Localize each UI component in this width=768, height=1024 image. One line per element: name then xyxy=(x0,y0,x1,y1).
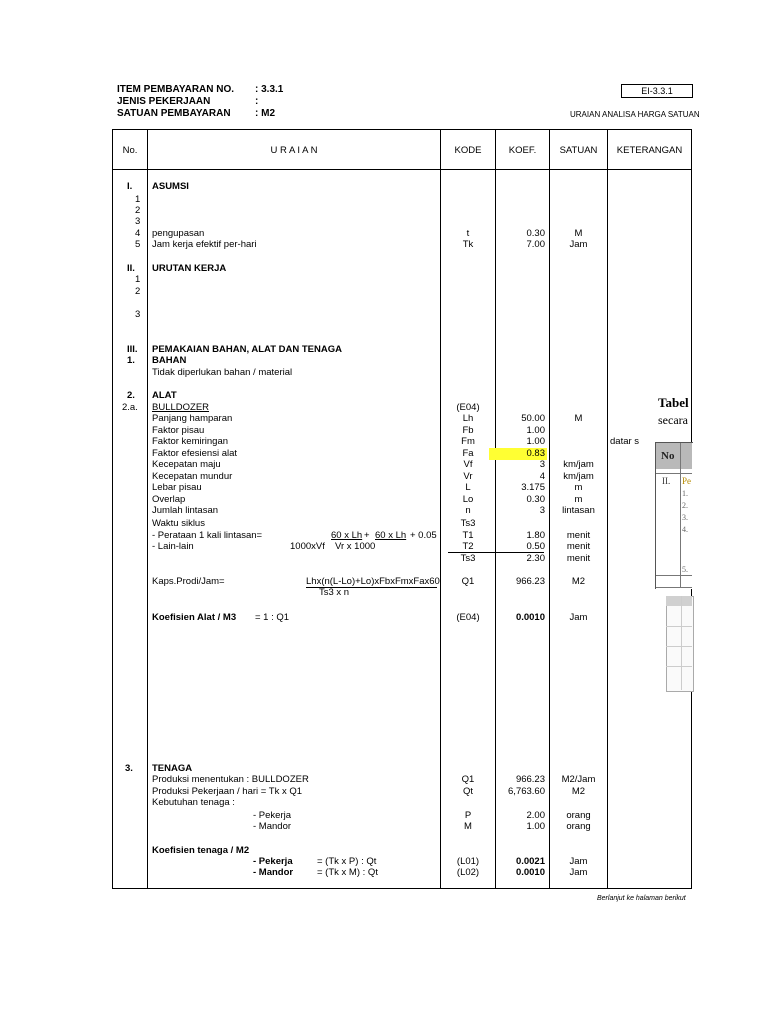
kp-satuan: Jam xyxy=(569,856,588,867)
kaps-code: Q1 xyxy=(461,576,475,587)
kp-label: - Pekerja xyxy=(253,856,293,867)
continuation-note: Berlanjut ke halaman berikut xyxy=(597,895,686,902)
km-formula: = (Tk x M) : Qt xyxy=(317,867,378,878)
satuan-value: : M2 xyxy=(255,108,275,119)
row-kode: n xyxy=(465,505,471,516)
kaps-denominator: Ts3 x n xyxy=(319,587,350,598)
section3-no: III. xyxy=(127,344,138,355)
bahan-title: BAHAN xyxy=(152,355,187,366)
tenaga-no: 3. xyxy=(125,763,133,774)
prodhari-label: Produksi Pekerjaan / hari = Tk x Q1 xyxy=(152,786,303,797)
kaps-koef: 966.23 xyxy=(515,576,545,587)
t1-code: T1 xyxy=(462,530,474,541)
col-no: No. xyxy=(122,145,138,156)
mandor-koef: 1.00 xyxy=(526,821,545,832)
bahan-note: Tidak diperlukan bahan / material xyxy=(152,367,293,378)
t1-formula-a: 60 x Lh xyxy=(331,530,363,541)
km-koef: 0.0010 xyxy=(515,867,545,878)
row-uraian: Jam kerja efektif per-hari xyxy=(152,239,257,250)
code-box: EI-3.3.1 xyxy=(621,84,693,98)
t1-koef: 1.80 xyxy=(526,530,545,541)
row-uraian: Faktor efesiensi alat xyxy=(152,448,238,459)
t2-code: T2 xyxy=(462,541,474,552)
row-kode: Fm xyxy=(461,436,475,447)
col-satuan: SATUAN xyxy=(559,145,598,156)
overlay-row-ii: II. xyxy=(662,476,671,486)
pekerja-label: - Pekerja xyxy=(253,810,292,821)
row-koef: 3 xyxy=(539,505,545,516)
waktu-label: Waktu siklus xyxy=(152,518,205,529)
kaps-satuan: M2 xyxy=(571,576,586,587)
overlay-grid-line xyxy=(681,596,682,690)
alat-code: (E04) xyxy=(456,402,480,413)
row-satuan: lintasan xyxy=(562,505,595,516)
row-satuan: m xyxy=(574,494,583,505)
koef-alat-label: Koefisien Alat / M3 xyxy=(152,612,237,623)
analysis-title: URAIAN ANALISA HARGA SATUAN xyxy=(570,110,700,119)
row-kode: Fb xyxy=(462,425,474,436)
overlay-row-line xyxy=(656,587,692,588)
prodhari-code: Qt xyxy=(462,786,474,797)
row-satuan: km/jam xyxy=(563,459,594,470)
section2-num: 2 xyxy=(135,286,141,297)
section1-num: 1 xyxy=(135,194,141,205)
section2-title: URUTAN KERJA xyxy=(152,263,227,274)
overlay-grid-line xyxy=(666,666,692,667)
alat-no: 2. xyxy=(127,390,135,401)
overlay-no-header: No xyxy=(661,450,675,462)
row-kode: Vr xyxy=(463,471,473,482)
kaps-numerator: Lhx(n(L-Lo)+Lo)xFbxFmxFax60 xyxy=(306,576,440,587)
row-kode: Fa xyxy=(462,448,474,459)
t2-den-b: Vr x 1000 xyxy=(335,541,376,552)
row-satuan: km/jam xyxy=(563,471,594,482)
koef-tenaga-label: Koefisien tenaga / M2 xyxy=(152,845,250,856)
section3-title: PEMAKAIAN BAHAN, ALAT DAN TENAGA xyxy=(152,344,342,355)
section2-no: II. xyxy=(127,263,135,274)
row-koef: 7.00 xyxy=(526,239,545,250)
row-koef: 50.00 xyxy=(521,413,545,424)
prodhari-koef: 6,763.60 xyxy=(508,786,545,797)
overlay-sub: 5. xyxy=(682,565,688,574)
row-koef: 3 xyxy=(539,459,545,470)
kaps-label: Kaps.Prodi/Jam= xyxy=(152,576,225,587)
row-no: 4 xyxy=(135,228,141,239)
row-koef: 3.175 xyxy=(521,482,545,493)
item-value: : 3.3.1 xyxy=(255,84,284,95)
overlay-grid-line xyxy=(666,646,692,647)
row-koef: 1.00 xyxy=(526,436,545,447)
row-kode: t xyxy=(466,228,470,239)
pekerja-code: P xyxy=(464,810,472,821)
row-satuan: Jam xyxy=(569,239,588,250)
kp-formula: = (Tk x P) : Qt xyxy=(317,856,377,867)
mandor-code: M xyxy=(464,821,472,832)
overlay-sub: 1. xyxy=(682,489,688,498)
overlay-row-ii-text: Pe xyxy=(682,476,691,486)
row-kode: Vf xyxy=(463,459,473,470)
t2-den-a: 1000xVf xyxy=(290,541,325,552)
row-satuan: m xyxy=(574,482,583,493)
row-satuan: M xyxy=(574,228,583,239)
overlay-grid-line xyxy=(666,626,692,627)
prod-koef: 966.23 xyxy=(515,774,545,785)
t2-satuan: menit xyxy=(566,541,591,552)
waktu-code: Ts3 xyxy=(460,518,476,529)
t1-plus: + xyxy=(364,530,370,541)
col-kode: KODE xyxy=(454,145,482,156)
row-uraian: Kecepatan maju xyxy=(152,459,221,470)
mandor-label: - Mandor xyxy=(253,821,292,832)
item-label: ITEM PEMBAYARAN NO. xyxy=(117,84,235,95)
alat-name: BULLDOZER xyxy=(152,402,210,413)
row-uraian: Lebar pisau xyxy=(152,482,202,493)
row-no: 5 xyxy=(135,239,141,250)
km-code: (L02) xyxy=(456,867,480,878)
row-koef: 0.83 xyxy=(526,448,545,459)
col-keterangan: KETERANGAN xyxy=(616,145,683,156)
overlay-tabel-title: Tabel xyxy=(658,395,689,410)
overlay-tabel-subtitle: secara xyxy=(658,413,688,427)
col-koef: KOEF. xyxy=(508,145,537,156)
t1-label: - Perataan 1 kali lintasan= xyxy=(152,530,263,541)
row-koef: 0.30 xyxy=(526,228,545,239)
overlay-sub: 2. xyxy=(682,501,688,510)
kebutuhan-label: Kebutuhan tenaga : xyxy=(152,797,235,808)
row-uraian: Faktor kemiringan xyxy=(152,436,229,447)
overlay-row-line xyxy=(656,473,692,474)
koef-alat-satuan: Jam xyxy=(569,612,588,623)
overlay-grid xyxy=(666,596,694,692)
alat-sub-no: 2.a. xyxy=(122,402,138,413)
jenis-value: : xyxy=(255,96,259,107)
section2-num: 1 xyxy=(135,274,141,285)
t2-koef: 0.50 xyxy=(526,541,545,552)
pekerja-koef: 2.00 xyxy=(526,810,545,821)
t1-satuan: menit xyxy=(566,530,591,541)
overlay-row-line xyxy=(656,575,692,576)
row-kode: L xyxy=(465,482,471,493)
koef-alat-formula: = 1 : Q1 xyxy=(255,612,290,623)
ts3-koef: 2.30 xyxy=(526,553,545,564)
overlay-sub: 4. xyxy=(682,525,688,534)
row-uraian: Panjang hamparan xyxy=(152,413,233,424)
row-uraian: Overlap xyxy=(152,494,186,505)
prod-label: Produksi menentukan : BULLDOZER xyxy=(152,774,309,785)
km-label: - Mandor xyxy=(253,867,294,878)
satuan-label: SATUAN PEMBAYARAN xyxy=(117,108,231,119)
t1-formula-b: 60 x Lh xyxy=(375,530,407,541)
t2-label: - Lain-lain xyxy=(152,541,194,552)
mandor-satuan: orang xyxy=(566,821,591,832)
row-uraian: Kecepatan mundur xyxy=(152,471,233,482)
row-koef: 4 xyxy=(539,471,545,482)
row-koef: 1.00 xyxy=(526,425,545,436)
keterangan-note: datar s xyxy=(610,436,640,447)
overlay-col-line xyxy=(680,443,681,588)
kp-code: (L01) xyxy=(456,856,480,867)
section1-title: ASUMSI xyxy=(152,181,189,192)
overlay-sub: 3. xyxy=(682,513,688,522)
ts3-satuan: menit xyxy=(566,553,591,564)
t1-plus: + 0.05 xyxy=(410,530,437,541)
prod-code: Q1 xyxy=(461,774,475,785)
pekerja-satuan: orang xyxy=(566,810,591,821)
section2-num: 3 xyxy=(135,309,141,320)
koef-alat-koef: 0.0010 xyxy=(515,612,545,623)
row-uraian: pengupasan xyxy=(152,228,205,239)
alat-title: ALAT xyxy=(152,390,177,401)
row-kode: Tk xyxy=(462,239,474,250)
row-kode: Lo xyxy=(462,494,474,505)
row-satuan: M xyxy=(574,413,583,424)
bahan-no: 1. xyxy=(127,355,135,366)
row-uraian: Faktor pisau xyxy=(152,425,205,436)
km-satuan: Jam xyxy=(569,867,588,878)
overlay-grid-header xyxy=(666,596,692,606)
prodhari-satuan: M2 xyxy=(571,786,586,797)
jenis-label: JENIS PEKERJAAN xyxy=(117,96,211,107)
kp-koef: 0.0021 xyxy=(515,856,545,867)
section1-num: 3 xyxy=(135,216,141,227)
tenaga-title: TENAGA xyxy=(152,763,193,774)
prod-satuan: M2/Jam xyxy=(561,774,596,785)
row-kode: Lh xyxy=(462,413,474,424)
section1-no: I. xyxy=(127,181,133,192)
row-koef: 0.30 xyxy=(526,494,545,505)
koef-alat-code: (E04) xyxy=(456,612,480,623)
row-uraian: Jumlah lintasan xyxy=(152,505,219,516)
section1-num: 2 xyxy=(135,205,141,216)
col-uraian: U R A I A N xyxy=(270,145,318,156)
ts3-code: Ts3 xyxy=(460,553,476,564)
